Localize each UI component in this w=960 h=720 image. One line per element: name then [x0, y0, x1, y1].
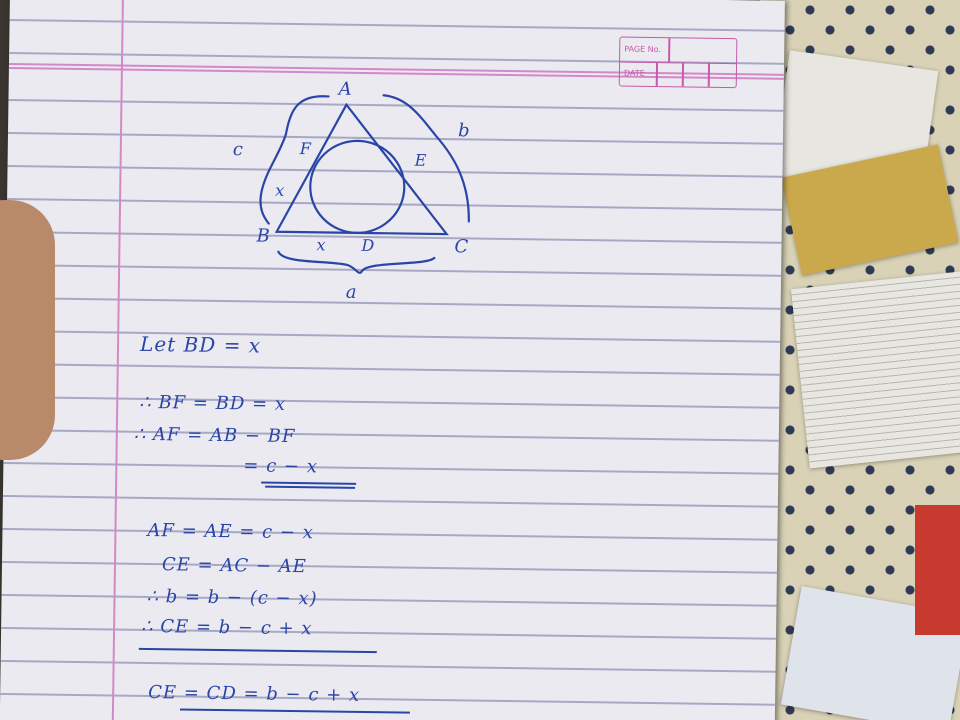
red-book: [915, 505, 960, 635]
result-underline: [265, 486, 355, 489]
work-line-ce: CE = AC − AE: [161, 554, 307, 578]
work-line-bf: ∴ BF = BD = x: [139, 391, 287, 415]
date-label: DATE: [623, 68, 645, 78]
work-line-ce-cd: CE = CD = b − c + x: [148, 681, 361, 706]
printed-booklet: [791, 272, 960, 469]
label-x-bd: x: [316, 235, 326, 255]
incircle-diagram: [5, 0, 785, 331]
page-no-label: PAGE No.: [624, 44, 662, 55]
label-side-a: a: [345, 281, 357, 303]
label-d: D: [361, 235, 375, 256]
label-side-c: c: [232, 139, 244, 161]
work-line-af-ae: AF = AE = c − x: [147, 519, 315, 544]
label-side-b: b: [457, 120, 470, 142]
work-line-b: ∴ b = b − (c − x): [146, 585, 318, 610]
label-c-vertex: C: [454, 236, 469, 258]
thumb: [0, 200, 55, 460]
label-b-vertex: B: [256, 225, 270, 247]
incircle: [310, 140, 405, 233]
label-e: E: [414, 150, 427, 170]
result-underline: [180, 708, 410, 713]
work-line-af-result: = c − x: [243, 455, 319, 478]
label-a-vertex: A: [338, 78, 352, 100]
work-line-let: Let BD = x: [139, 331, 262, 358]
label-x-bf: x: [275, 180, 285, 200]
result-underline: [261, 482, 356, 485]
result-underline: [139, 648, 377, 653]
work-line-ce-result: ∴ CE = b − c + x: [140, 615, 313, 640]
work-line-af: ∴ AF = AB − BF: [133, 423, 296, 448]
brace-a: [278, 252, 434, 274]
label-f: F: [299, 139, 312, 159]
